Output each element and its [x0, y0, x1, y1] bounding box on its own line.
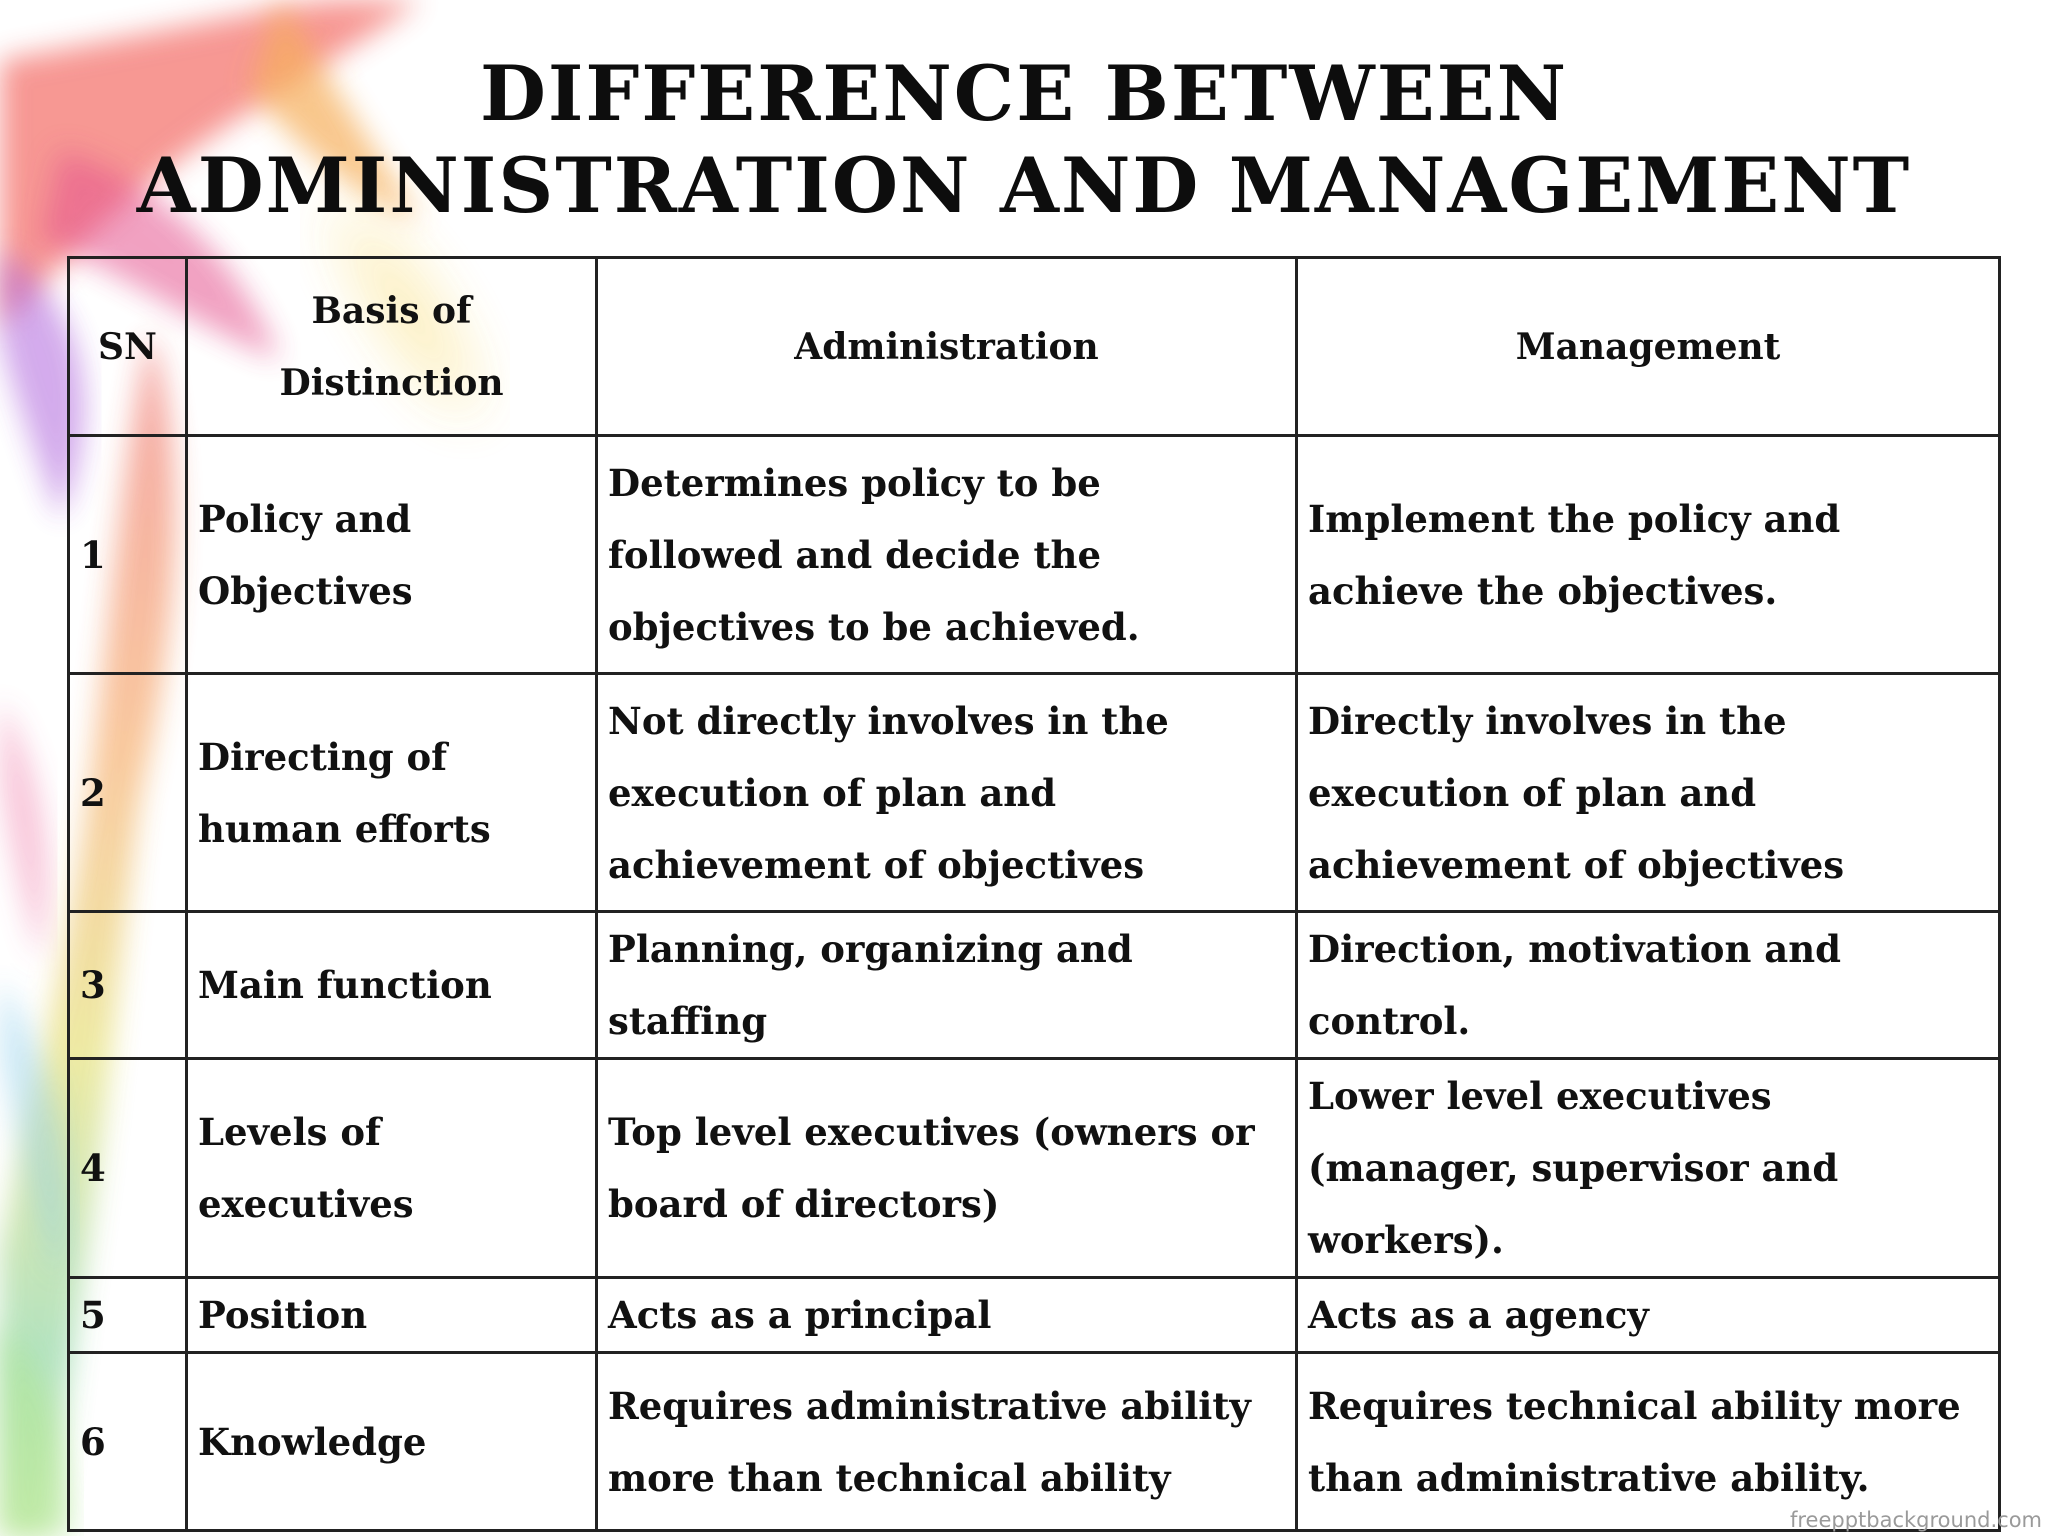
- slide-title: [0, 48, 2048, 232]
- row-management: Lower level executives (manager, supervisor and workers).: [1297, 1059, 2000, 1278]
- table-row: [69, 912, 2000, 1059]
- row-management: Acts as a agency: [1297, 1278, 2000, 1353]
- row-sn: 1: [69, 436, 187, 674]
- table-header-row: [69, 258, 2000, 436]
- table-row: [69, 1059, 2000, 1278]
- watermark: freepptbackground.com: [1789, 1508, 2042, 1532]
- title-line-2: ADMINISTRATION AND MANAGEMENT: [136, 141, 1912, 230]
- table-row: [69, 436, 2000, 674]
- row-management: Directly involves in the execution of plan and achievement of objectives: [1297, 674, 2000, 912]
- row-basis: Levels of executives: [187, 1059, 597, 1278]
- row-sn: 6: [69, 1353, 187, 1531]
- row-sn: 2: [69, 674, 187, 912]
- comparison-table: [67, 256, 2001, 1532]
- header-basis: Basis of Distinction: [187, 258, 597, 436]
- row-management: Implement the policy and achieve the objectives.: [1297, 436, 2000, 674]
- table-row: [69, 1353, 2000, 1531]
- table-row: [69, 674, 2000, 912]
- row-administration: Determines policy to be followed and decide the objectives to be achieved.: [597, 436, 1297, 674]
- row-basis: Knowledge: [187, 1353, 597, 1531]
- row-management: Direction, motivation and control.: [1297, 912, 2000, 1059]
- row-basis: Directing of human efforts: [187, 674, 597, 912]
- row-management: Requires technical ability more than administrative ability.: [1297, 1353, 2000, 1531]
- title-line-1: DIFFERENCE BETWEEN: [479, 49, 1569, 138]
- row-administration: Top level executives (owners or board of directors): [597, 1059, 1297, 1278]
- row-basis: Main function: [187, 912, 597, 1059]
- row-administration: Planning, organizing and staffing: [597, 912, 1297, 1059]
- row-basis: Policy and Objectives: [187, 436, 597, 674]
- row-sn: 5: [69, 1278, 187, 1353]
- row-administration: Not directly involves in the execution of plan and achievement of objectives: [597, 674, 1297, 912]
- row-sn: 3: [69, 912, 187, 1059]
- header-sn: SN: [69, 258, 187, 436]
- table-row: [69, 1278, 2000, 1353]
- row-basis: Position: [187, 1278, 597, 1353]
- row-administration: Acts as a principal: [597, 1278, 1297, 1353]
- header-administration: Administration: [597, 258, 1297, 436]
- row-administration: Requires administrative ability more than technical ability: [597, 1353, 1297, 1531]
- header-management: Management: [1297, 258, 2000, 436]
- row-sn: 4: [69, 1059, 187, 1278]
